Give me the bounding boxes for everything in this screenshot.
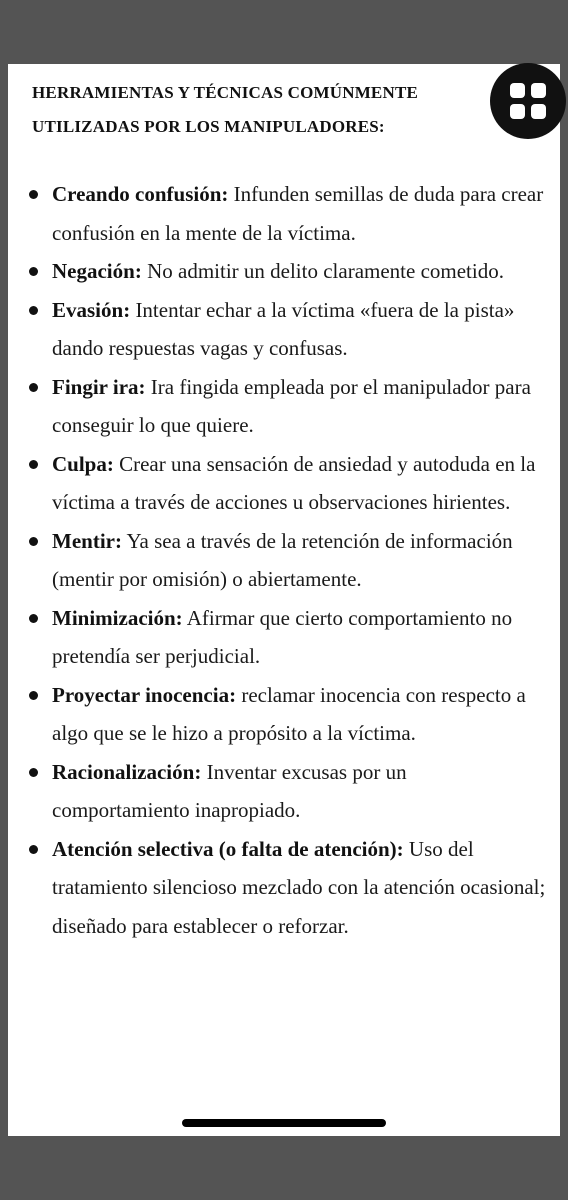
bullet-icon <box>29 614 38 623</box>
item-text: Crear una sensación de ansiedad y autoduda en la víctima a través de acciones u observaciones hirientes. <box>52 451 536 514</box>
list-item <box>8 522 560 599</box>
bullet-icon <box>29 768 38 777</box>
home-indicator[interactable] <box>182 1119 386 1127</box>
bullet-icon <box>29 691 38 700</box>
item-term: Culpa: <box>52 451 114 476</box>
item-text: Inventar excusas por un comportamiento inapropiado. <box>52 759 407 822</box>
item-term: Minimización: <box>52 605 183 630</box>
list-item <box>8 445 560 522</box>
bullet-icon <box>29 267 38 276</box>
item-text: Ira fingida empleada por el manipulador para conseguir lo que quiere. <box>52 374 531 437</box>
bullet-icon <box>29 306 38 315</box>
item-text: Intentar echar a la víctima «fuera de la pista» dando respuestas vagas y confusas. <box>52 297 515 360</box>
bullet-icon <box>29 845 38 854</box>
article-heading <box>32 76 482 144</box>
item-term: Proyectar inocencia: <box>52 682 237 707</box>
item-text: Afirmar que cierto comportamiento no pretendía ser perjudicial. <box>52 605 513 668</box>
article-page <box>8 64 560 1136</box>
item-term: Evasión: <box>52 297 131 322</box>
list-item <box>8 599 560 676</box>
item-term: Racionalización: <box>52 759 202 784</box>
heading-line-1: HERRAMIENTAS Y TÉCNICAS COMÚNMENTE <box>32 83 419 102</box>
list-item <box>8 368 560 445</box>
item-text: No admitir un delito claramente cometido. <box>141 259 504 283</box>
list-item <box>8 753 560 830</box>
bullet-icon <box>29 460 38 469</box>
list-item <box>8 175 560 252</box>
item-term: Creando confusión: <box>52 182 229 206</box>
item-text: Infunden semillas de duda para crear confusión en la mente de la víctima. <box>52 182 544 245</box>
item-term: Negación: <box>52 259 142 283</box>
technique-list <box>8 175 560 945</box>
grid-menu-button[interactable] <box>490 63 566 139</box>
item-text: Ya sea a través de la retención de información (mentir por omisión) o abiertamente. <box>52 528 513 591</box>
grid-icon <box>508 81 548 121</box>
item-term: Atención selectiva (o falta de atención): <box>52 836 404 861</box>
heading-line-2: UTILIZADAS POR LOS MANIPULADORES: <box>32 117 385 136</box>
bullet-icon <box>29 537 38 546</box>
bullet-icon <box>29 190 38 199</box>
list-item <box>8 291 560 368</box>
list-item <box>8 830 560 946</box>
item-term: Mentir: <box>52 528 122 553</box>
item-term: Fingir ira: <box>52 374 146 399</box>
bullet-icon <box>29 383 38 392</box>
item-text: Uso del tratamiento silencioso mezclado con la atención ocasional; diseñado para establecer o reforzar. <box>52 836 546 938</box>
list-item <box>8 252 560 291</box>
item-text: reclamar inocencia con respecto a algo que se le hizo a propósito a la víctima. <box>52 682 526 745</box>
list-item <box>8 676 560 753</box>
